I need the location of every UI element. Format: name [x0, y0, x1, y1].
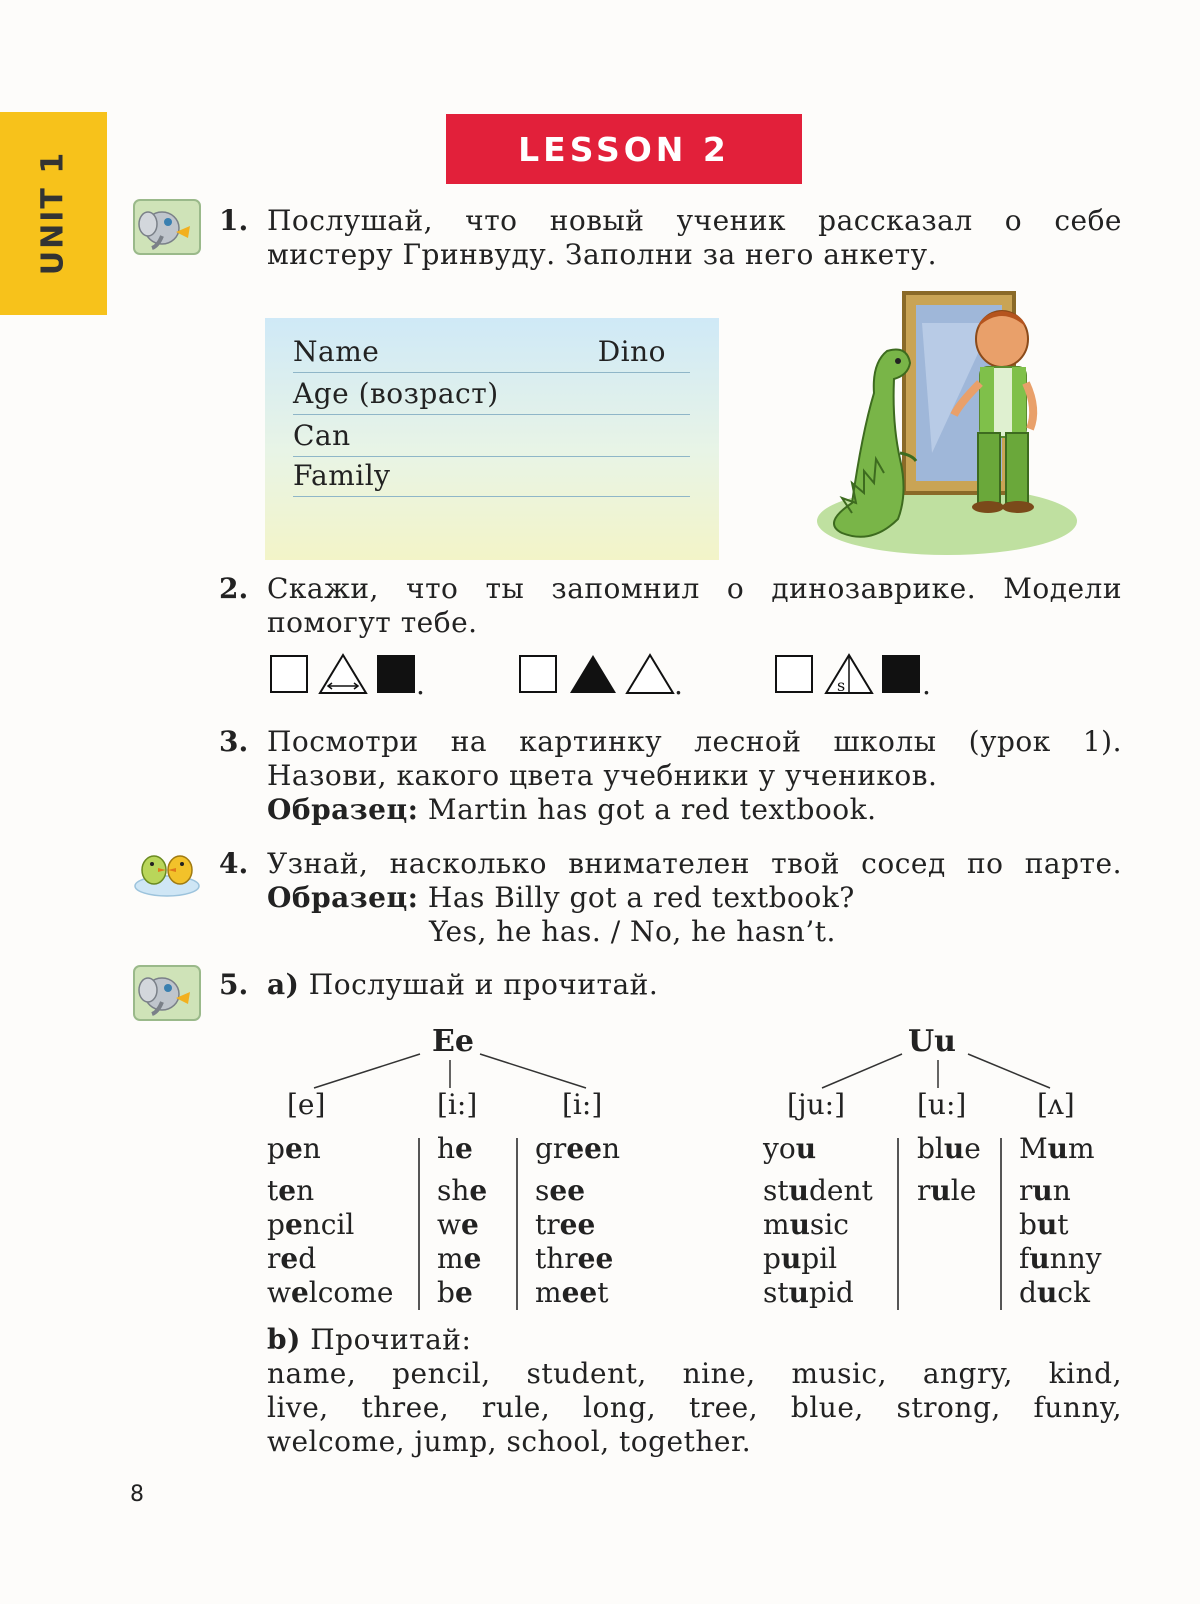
task-2-number: 2. [219, 572, 249, 605]
task-4-text-line-1: Узнай, насколько внимателен твой сосед по парте. [267, 847, 1122, 880]
elephant-listen-icon [132, 198, 202, 256]
sound-uu-2: [u:] [917, 1088, 967, 1121]
model-3-period: . [922, 668, 931, 701]
word-part: le [950, 1174, 977, 1207]
task-1-text-line-1: Послушай, что новый ученик рассказал о себе [267, 204, 1122, 237]
task-3-number: 3. [219, 725, 249, 758]
letter-ee-heading: Ee [432, 1024, 474, 1059]
word-part: p [267, 1208, 285, 1241]
unit-tab-label: UNIT 1 [35, 150, 71, 276]
word-part: st [763, 1276, 789, 1309]
word-vowel-highlight: e [290, 1276, 309, 1309]
sound-ee-1: [e] [287, 1088, 326, 1121]
task-1-text-line-2: мистеру Гринвуду. Заполни за него анкету. [267, 238, 938, 271]
uu-column-divider-1 [897, 1138, 899, 1310]
word-vowel-highlight: e [454, 1276, 473, 1309]
uu-column-1 [763, 1132, 873, 1310]
word-vowel-highlight: u [788, 1174, 809, 1207]
uu-column-3 [1019, 1132, 1102, 1310]
task-5b-heading [267, 1323, 471, 1357]
word-vowel-highlight: u [1036, 1208, 1058, 1241]
model-3-s-triangle [824, 653, 874, 695]
unit-tab [0, 112, 107, 315]
word-part: t [1057, 1208, 1069, 1241]
u-word [1019, 1208, 1102, 1242]
task-5a-text: Послушай и прочитай. [308, 968, 659, 1001]
letter-uu-heading: Uu [908, 1024, 956, 1059]
word-vowel-highlight: e [460, 1208, 479, 1241]
ee-column-2 [437, 1132, 487, 1310]
task-3-text-line-2: Назови, какого цвета учебники у учеников. [267, 759, 938, 792]
word-part: n [302, 1132, 321, 1165]
model-1-open-square [270, 655, 308, 693]
e-word [535, 1208, 620, 1242]
letter-uu-branches [810, 1050, 1060, 1092]
word-part: lcome [308, 1276, 394, 1309]
word-part: h [437, 1132, 456, 1165]
model-2-open-square [519, 655, 557, 693]
page-number: 8 [130, 1482, 144, 1507]
u-word [917, 1174, 981, 1208]
e-word [437, 1174, 487, 1208]
word-vowel-highlight: ee [566, 1132, 602, 1165]
word-part: n [1052, 1174, 1071, 1207]
form-label-family: Family [293, 459, 391, 492]
form-row-can [293, 416, 690, 457]
word-part: n [296, 1174, 315, 1207]
form-label-name: Name [293, 335, 380, 368]
model-2-filled-triangle [568, 653, 618, 695]
word-part: r [267, 1242, 281, 1275]
model-3-s-letter: s [837, 676, 846, 695]
task-4-number: 4. [219, 847, 249, 880]
word-vowel-highlight: e [278, 1174, 297, 1207]
ee-column-divider-1 [418, 1138, 420, 1310]
word-part: d [1019, 1276, 1037, 1309]
word-part: n [601, 1132, 620, 1165]
word-vowel-highlight: ee [559, 1208, 596, 1241]
word-vowel-highlight: ee [577, 1242, 614, 1275]
task-5-number: 5. [219, 968, 249, 1001]
word-part: pid [808, 1276, 854, 1309]
task-4-sample [267, 881, 855, 915]
e-word [535, 1174, 620, 1208]
model-3-filled-square [882, 655, 920, 693]
word-part: d [298, 1242, 317, 1275]
word-vowel-highlight: e [280, 1242, 299, 1275]
task-1-number: 1. [219, 204, 249, 237]
task-3-sample [267, 793, 876, 827]
word-part: w [437, 1208, 461, 1241]
word-part: pil [801, 1242, 838, 1275]
word-vowel-highlight: u [930, 1174, 951, 1207]
u-word [1019, 1132, 1102, 1166]
word-part: r [917, 1174, 931, 1207]
model-3-open-square [775, 655, 813, 693]
word-part: tr [535, 1208, 560, 1241]
word-part: m [1068, 1132, 1095, 1165]
task-2-text-line-1: Скажи, что ты запомнил о динозаврике. Модели [267, 572, 1122, 605]
word-vowel-highlight: e [455, 1132, 473, 1165]
birds-pair-icon [132, 842, 202, 900]
questionnaire-form [265, 318, 719, 560]
word-vowel-highlight: u [795, 1132, 817, 1165]
u-word [763, 1132, 873, 1166]
form-label-can: Can [293, 419, 351, 452]
e-word [267, 1208, 393, 1242]
word-vowel-highlight: u [943, 1132, 965, 1165]
word-part: M [1019, 1132, 1048, 1165]
e-word [267, 1174, 393, 1208]
sound-ee-2: [i:] [437, 1088, 478, 1121]
ee-column-1 [267, 1132, 393, 1310]
word-vowel-highlight: u [1029, 1242, 1050, 1275]
task-2-text-line-2: помогут тебе. [267, 606, 478, 639]
word-vowel-highlight: e [463, 1242, 482, 1275]
word-part: e [964, 1132, 981, 1165]
task-4-answer: Yes, he has. / No, he hasn’t. [429, 915, 836, 948]
u-word [1019, 1276, 1102, 1310]
elephant-listen-icon [132, 964, 202, 1022]
e-word [267, 1276, 393, 1310]
u-word [1019, 1174, 1102, 1208]
model-1-arrow-triangle [318, 653, 368, 695]
word-part: sh [437, 1174, 470, 1207]
word-vowel-highlight: ee [549, 1174, 586, 1207]
uu-column-2 [917, 1132, 981, 1208]
ee-column-divider-2 [516, 1138, 518, 1310]
task-5b-text: Прочитай: [310, 1323, 472, 1356]
word-part: yo [763, 1132, 796, 1165]
word-part: s [535, 1174, 550, 1207]
word-part: st [763, 1174, 789, 1207]
task-3-sample-label: Образец: [267, 793, 419, 826]
word-part: gr [535, 1132, 567, 1165]
task-3-sample-text: Martin has got a red textbook. [427, 793, 877, 826]
u-word [763, 1276, 873, 1310]
u-word [763, 1174, 873, 1208]
u-word [763, 1208, 873, 1242]
e-word [535, 1132, 620, 1166]
e-word [267, 1132, 393, 1166]
word-vowel-highlight: u [780, 1242, 802, 1275]
word-part: p [763, 1242, 781, 1275]
word-vowel-highlight: u [1032, 1174, 1053, 1207]
u-word [763, 1242, 873, 1276]
form-label-age: Age (возраст) [293, 377, 499, 410]
task-4-sample-label: Образец: [267, 881, 419, 914]
task-5a-label: a) [267, 968, 300, 1001]
word-part: sic [809, 1208, 849, 1241]
word-part: t [267, 1174, 279, 1207]
word-part: dent [808, 1174, 873, 1207]
model-1-filled-square [377, 655, 415, 693]
e-word [535, 1276, 620, 1310]
word-vowel-highlight: u [1036, 1276, 1058, 1309]
task-5a-heading [267, 968, 658, 1002]
word-vowel-highlight: u [789, 1208, 810, 1241]
task-5b-words-line-1: name, pencil, student, nine, music, angry, kind, [267, 1357, 1122, 1390]
dino-greenwood-illustration [812, 283, 1082, 558]
model-2-period: . [674, 668, 683, 701]
word-part: r [1019, 1174, 1033, 1207]
task-5b-words-line-2: live, three, rule, long, tree, blue, strong, funny, [267, 1391, 1122, 1424]
task-4-sample-text: Has Billy got a red textbook? [427, 881, 855, 914]
word-part: m [535, 1276, 562, 1309]
word-part: bl [917, 1132, 944, 1165]
e-word [267, 1242, 393, 1276]
word-part: b [437, 1276, 455, 1309]
e-word [437, 1276, 487, 1310]
u-word [917, 1132, 981, 1166]
word-part: f [1019, 1242, 1030, 1275]
e-word [535, 1242, 620, 1276]
form-row-age [293, 374, 690, 415]
word-vowel-highlight: ee [561, 1276, 598, 1309]
word-vowel-highlight: u [788, 1276, 809, 1309]
u-word [1019, 1242, 1102, 1276]
word-part: ncil [302, 1208, 355, 1241]
letter-ee-branches [300, 1050, 600, 1092]
word-part: t [597, 1276, 609, 1309]
sound-uu-3: [ʌ] [1037, 1088, 1075, 1121]
lesson-title-banner: LESSON 2 [446, 114, 802, 184]
task-5b-words-line-3: welcome, jump, school, together. [267, 1425, 752, 1458]
sound-ee-3: [i:] [562, 1088, 603, 1121]
form-row-name [293, 332, 690, 373]
e-word [437, 1132, 487, 1166]
word-part: ck [1057, 1276, 1090, 1309]
word-part: thr [535, 1242, 578, 1275]
model-2-open-triangle [625, 653, 675, 695]
word-part: p [267, 1132, 285, 1165]
word-part: b [1019, 1208, 1037, 1241]
e-word [437, 1208, 487, 1242]
task-3-text-line-1: Посмотри на картинку лесной школы (урок 1). [267, 725, 1122, 758]
form-row-family [293, 456, 690, 497]
uu-column-divider-2 [1000, 1138, 1002, 1310]
word-vowel-highlight: e [284, 1132, 303, 1165]
word-part: nny [1049, 1242, 1102, 1275]
form-value-name: Dino [597, 335, 666, 368]
word-vowel-highlight: u [1047, 1132, 1069, 1165]
sound-uu-1: [ju:] [787, 1088, 845, 1121]
model-1-period: . [416, 668, 425, 701]
task-5b-label: b) [267, 1323, 301, 1356]
word-part: m [763, 1208, 790, 1241]
word-part: w [267, 1276, 291, 1309]
ee-column-3 [535, 1132, 620, 1310]
e-word [437, 1242, 487, 1276]
word-vowel-highlight: e [469, 1174, 488, 1207]
word-part: m [437, 1242, 464, 1275]
word-vowel-highlight: e [284, 1208, 303, 1241]
